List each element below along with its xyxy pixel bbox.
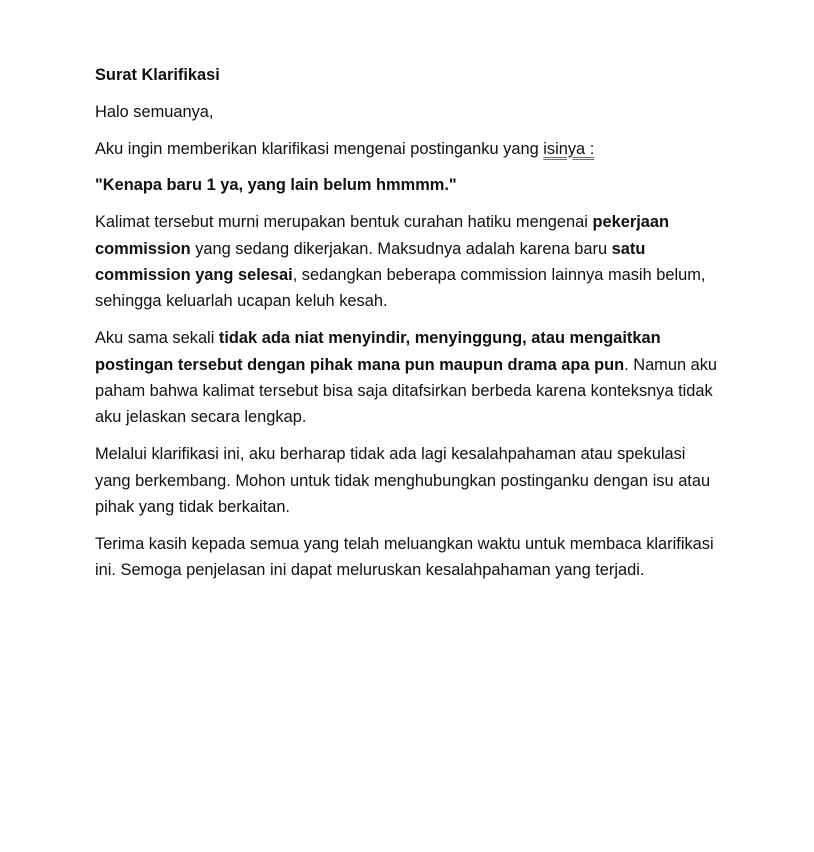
explanation-text-3: , sedangkan beberapa commission lainnya masih belum, sehingga keluarlah ucapan keluh kesah. [95, 266, 706, 311]
intent-bold: tidak ada niat menyindir, menyinggung, atau mengaitkan postingan tersebut dengan pihak mana pun maupun drama apa pun [95, 329, 661, 374]
intro-paragraph [95, 136, 723, 162]
quote-paragraph [95, 172, 723, 198]
explanation-bold-1: pekerjaan commission [95, 213, 670, 258]
document-body[interactable] [95, 62, 723, 594]
greeting-paragraph: Halo semuanya, [95, 102, 214, 121]
spellcheck-flagged-word[interactable]: isinya : [543, 139, 595, 158]
explanation-bold-2: satu commission yang selesai [95, 239, 646, 284]
closing-paragraph: Terima kasih kepada semua yang telah meluangkan waktu untuk membaca klarifikasi ini. Semoga penjelasan ini dapat meluruskan kesalahpahaman yang terjadi. [95, 534, 714, 580]
intent-text-1: Aku sama sekali [95, 329, 219, 348]
explanation-text-2: yang sedang dikerjakan. Maksudnya adalah karena baru [190, 239, 612, 258]
quote-text: "Kenapa baru 1 ya, yang lain belum hmmmm." [95, 176, 457, 195]
intro-text: Aku ingin memberikan klarifikasi mengenai postinganku yang [95, 139, 544, 158]
intent-text-2: . Namun aku paham bahwa kalimat tersebut bisa saja ditafsirkan berbeda karena konteksnya tidak aku jelaskan secara lengkap. [95, 355, 718, 427]
hope-paragraph: Melalui klarifikasi ini, aku berharap tidak ada lagi kesalahpahaman atau spekulasi yang berkembang. Mohon untuk tidak menghubungkan postinganku dengan isu atau pihak yang tidak berkaitan. [95, 445, 711, 517]
intent-paragraph [95, 325, 723, 431]
explanation-text-1: Kalimat tersebut murni merupakan bentuk curahan hatiku mengenai [95, 213, 593, 232]
explanation-paragraph [95, 209, 723, 315]
document-title: Surat Klarifikasi [95, 66, 220, 84]
